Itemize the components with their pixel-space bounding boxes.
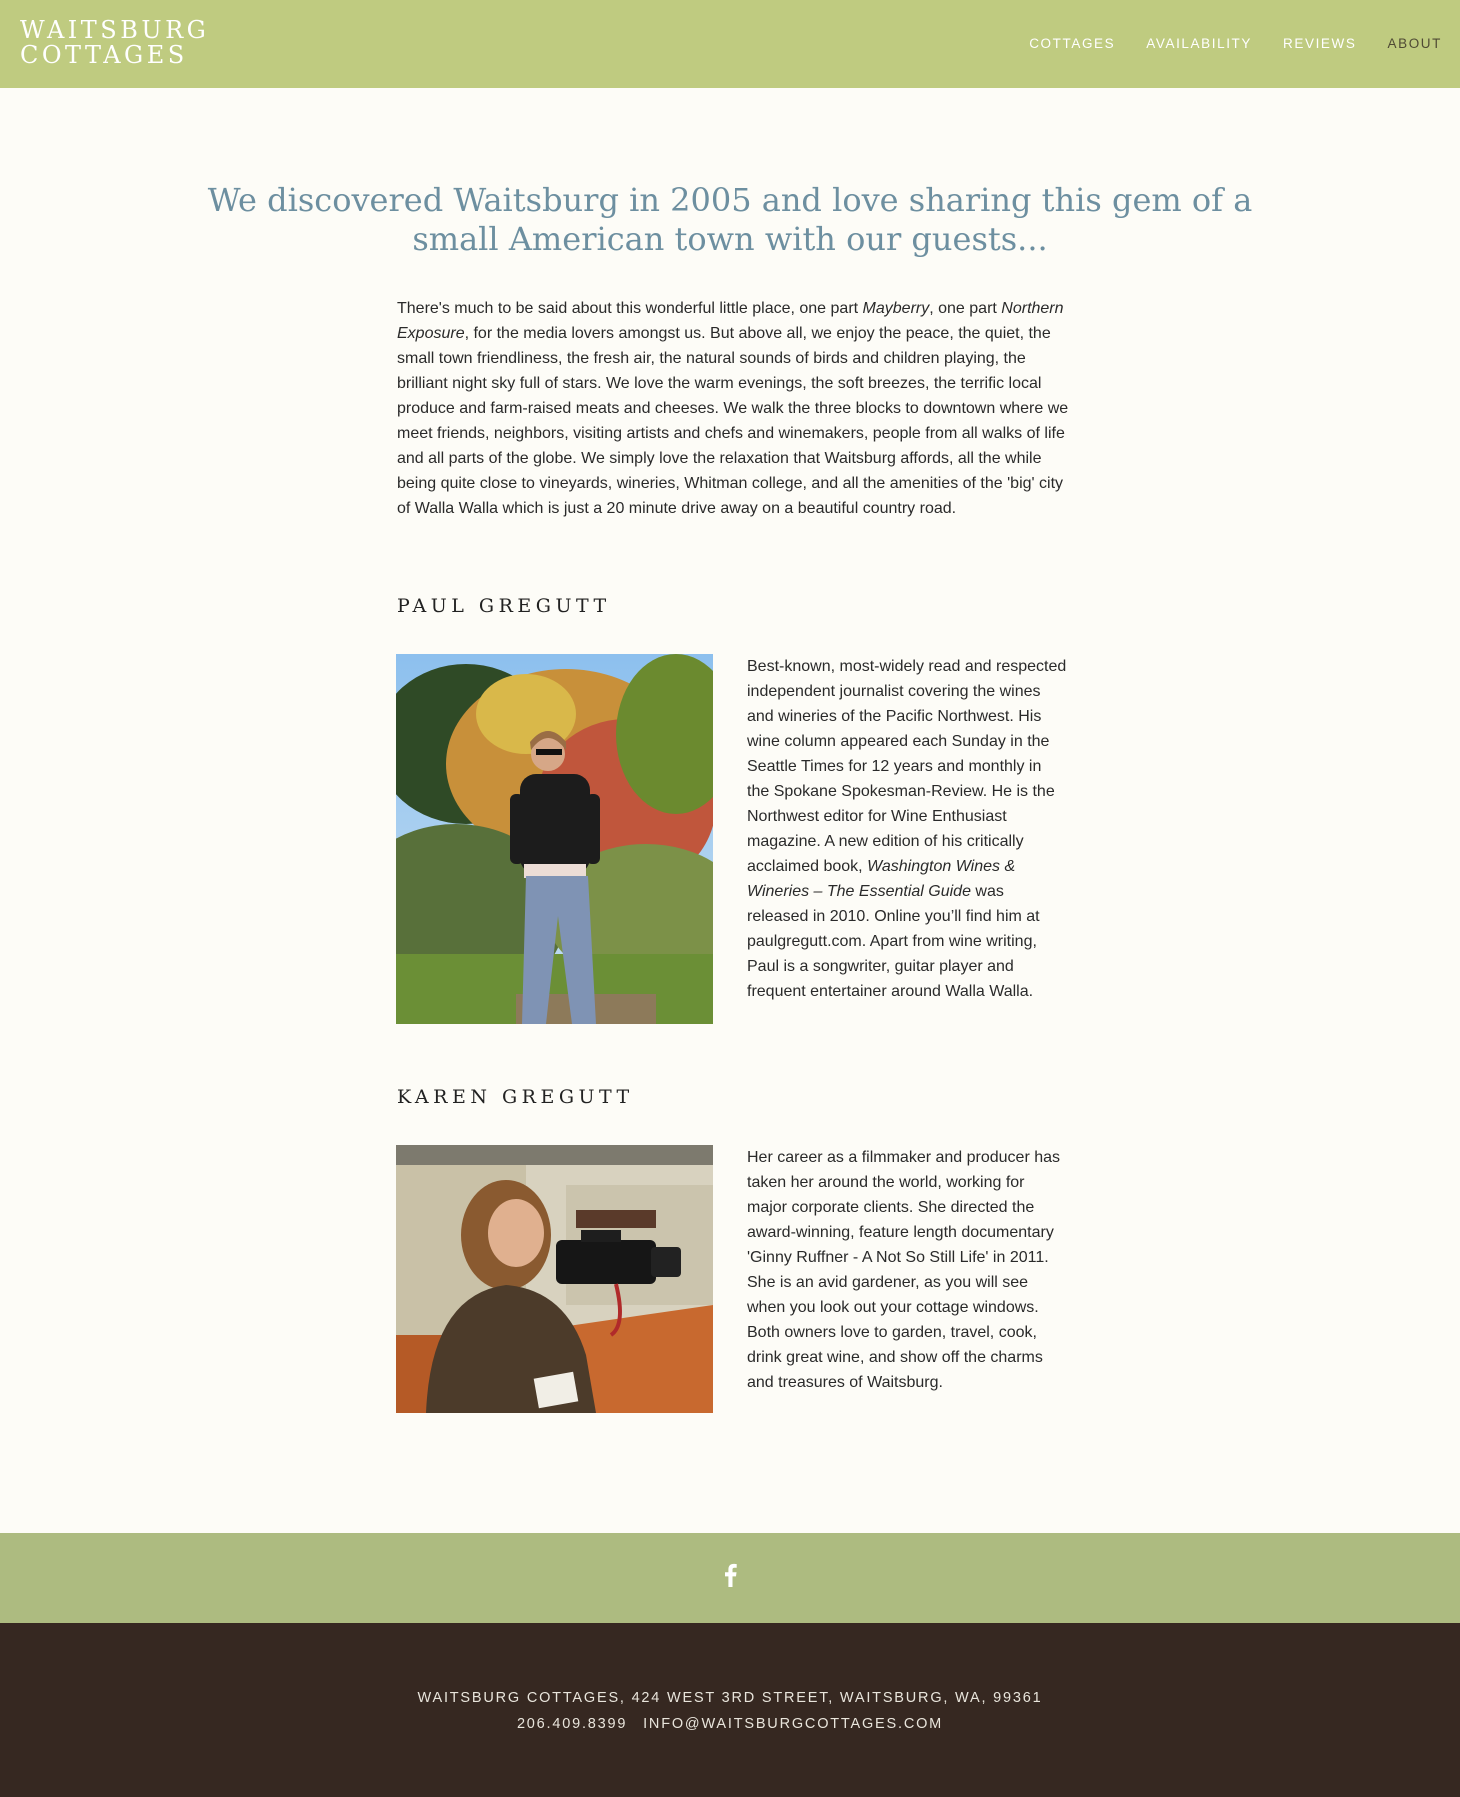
nav-reviews[interactable]: REVIEWS: [1283, 36, 1357, 51]
intro-mayberry: Mayberry: [862, 300, 930, 317]
paul-book-title: Washington Wines & Wineries – The Essential Guide: [747, 858, 1016, 900]
karen-name: KAREN GREGUTT: [397, 1086, 634, 1108]
nav-availability[interactable]: AVAILABILITY: [1146, 36, 1253, 51]
intro-northern-exposure: Northern Exposure: [397, 300, 1064, 342]
footer-phone[interactable]: 206.409.8399: [516, 1716, 628, 1732]
karen-photo: [396, 1145, 713, 1413]
paul-bio: [747, 654, 1067, 1004]
intro-text-1: There's much to be said about this wonderful little place, one part: [397, 300, 863, 317]
logo-line-1: WAITSBURG: [20, 16, 210, 44]
logo-line-2: COTTAGES: [20, 41, 188, 69]
footer-email[interactable]: INFO@WAITSBURGCOTTAGES.COM: [643, 1716, 944, 1732]
intro-text-2: , one part: [929, 300, 1002, 317]
main-nav: [998, 36, 1442, 51]
footer-contact: [0, 1716, 1460, 1732]
paul-bio-text-1: Best-known, most-widely read and respected independent journalist covering the wines and wineries of the Pacific Northwest. His wine column appeared each Sunday in the Seattle Times for 12 years and monthly in the Spokane Spokesman-Review. He is the Northwest editor for Wine Enthusiast magazine. A new edition of his critically acclaimed book,: [747, 658, 1067, 875]
nav-cottages[interactable]: COTTAGES: [1029, 36, 1116, 51]
social-bar: [0, 1533, 1460, 1623]
site-footer: [0, 1623, 1460, 1797]
paul-bio-text-2: was released in 2010. Online you’ll find him at paulgregutt.com. Apart from wine writing, Paul is a songwriter, guitar player and frequent entertainer around Walla Walla.: [747, 883, 1040, 1000]
intro-text-3: , for the media lovers amongst us. But above all, we enjoy the peace, the quiet, the small town friendliness, the fresh air, the natural sounds of birds and children playing, the brilliant night sky full of stars. We love the warm evenings, the soft breezes, the terrific local produce and farm-raised meats and cheeses. We walk the three blocks to downtown where we meet friends, neighbors, visiting artists and chefs and winemakers, people from all walks of life and all parts of the globe. We simply love the relaxation that Waitsburg affords, all the while being quite close to vineyards, wineries, Whitman college, and all the amenities of the 'big' city of Walla Walla which is just a 20 minute drive away on a beautiful country road.: [397, 325, 1069, 517]
site-logo[interactable]: [20, 18, 209, 68]
nav-about[interactable]: ABOUT: [1387, 36, 1442, 51]
facebook-icon[interactable]: [722, 1563, 738, 1587]
intro-paragraph: [397, 296, 1069, 521]
karen-bio: Her career as a filmmaker and producer has taken her around the world, working for major corporate clients. She directed the award-winning, feature length documentary 'Ginny Ruffner - A Not So Still Life' in 2011. She is an avid gardener, as you will see when you look out your cottage windows. Both owners love to garden, travel, cook, drink great wine, and show off the charms and treasures of Waitsburg.: [747, 1149, 1061, 1391]
page-heading: We discovered Waitsburg in 2005 and love sharing this gem of a small American town with our guests...: [207, 181, 1253, 258]
paul-photo: [396, 654, 713, 1024]
site-header: [0, 0, 1460, 88]
footer-address: WAITSBURG COTTAGES, 424 WEST 3RD STREET, WAITSBURG, WA, 99361: [417, 1690, 1043, 1706]
paul-name: PAUL GREGUTT: [397, 595, 611, 617]
